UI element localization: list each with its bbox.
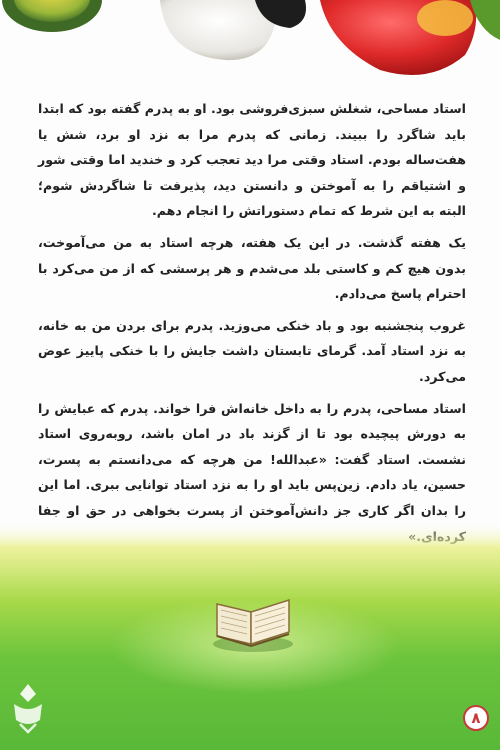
kiwi-shape [2, 0, 102, 32]
story-text [38, 96, 466, 555]
paragraph-4: استاد مساحی، پدرم را به داخل خانه‌اش فرا خواند. پدرم که عبایش را به دورش پیچیده بود تا از گزند باد در امان باشد، روبه‌روی استاد نشست. استاد گفت: «عبدالله! من هرچه که می‌دانستم به پسرت، حسین، یاد دادم. زین‌پس باید او را به نزد استاد توانایی ببری. اما این را بدان اگر کاری جز دانش‌آموختن از پسرت بخواهی در حق او جفا [38, 400, 466, 518]
red-fruit-shape [320, 0, 500, 75]
grass-background [0, 520, 500, 750]
paragraph-2: یک هفته گذشت. در این یک هفته، هرچه استاد به من می‌آموخت، بدون هیچ کم و کاستی بلد می‌شدم و هر پرسشی که از من می‌کرد با احترام پاسخ می‌دادم. [38, 234, 466, 302]
top-illustration [0, 0, 500, 95]
publisher-logo-icon [6, 680, 50, 736]
paragraph-1: استاد مساحی، شغلش سبزی‌فروشی بود. او به پدرم گفته بود که ابتدا باید شاگرد را ببیند. زمانی که پدرم مرا به نزد او برد، شش یا هفت‌ساله بودم. استاد وقتی مرا دید تعجب کرد و خندید اما وقتی شور و اشتیاقم را به آموختن و دانستن دید، پذیرفت تا شاگردش شوم؛ البته به این شرط که تمام دستوراتش را انجام دهم. [38, 101, 466, 219]
paragraph-3: غروب پنجشنبه بود و باد خنکی می‌وزید. پدرم برای بردن من به خانه، به نزد استاد آمد. گرمای تابستان داشت جایش را با خنکی پاییز عوض می‌کرد. [38, 317, 466, 384]
page-number: ۸ [463, 705, 489, 731]
garlic-shape [160, 0, 306, 60]
